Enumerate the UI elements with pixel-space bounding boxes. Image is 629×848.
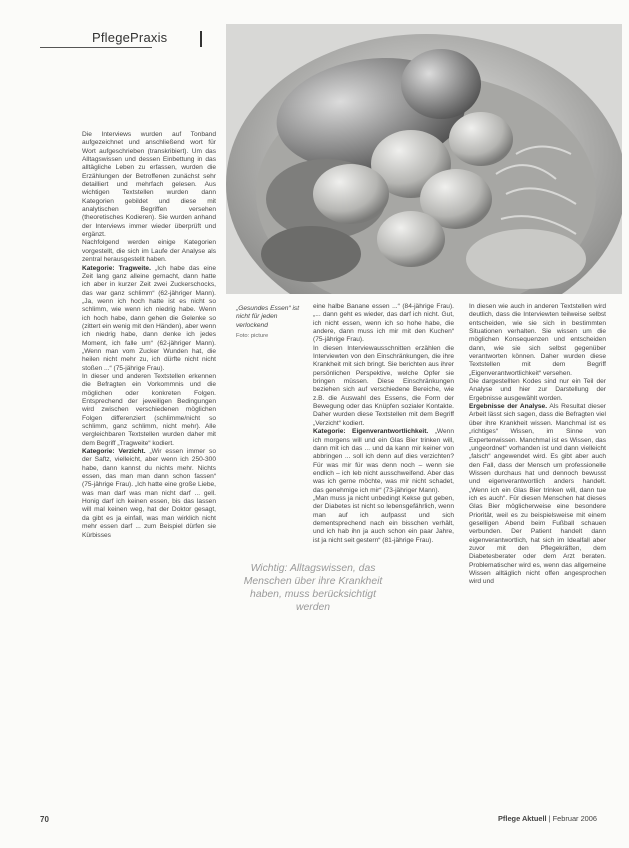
section-title: PflegePraxis xyxy=(92,30,168,45)
paragraph: Kategorie: Eigenverantwortlichkeit. „Wenn ich morgens will und ein Glas Bier trinken will, dann mit ich das ... und da kann mir keiner von abbringen ... soll ich denn auf dies verzichten? Für was mir für was denn noch – wenn sie endlich – ich leb nicht ausschweifend. Aber das was ich gerne möchte, was mir nicht schadet, das genehmige ich mir“ (73-jähriger Mann). xyxy=(313,428,455,494)
paragraph: eine halbe Banane essen ...“ (84-jährige Frau). „... dann geht es wieder, das darf ich nicht. Gut, ich nicht essen, wenn ich so hohe habe, die andere, dann muss ich mir mit den Kuchen“ (75-jährige Frau). xyxy=(313,303,454,344)
journal-footer xyxy=(498,814,597,823)
photo-caption xyxy=(236,305,302,340)
paragraph: Kategorie: Tragweite. „Ich habe das eine Zeit lang ganz alleine gemacht, dann hatte ich aber in kurzer Zeit zwei Zuckerschocks, das war ganz schlimm“ (62-jähriger Mann). „Ja, wenn ich hoch hatte ist es nicht so schlimm, wie wenn ich niedrig habe. Wenn ich hoch habe, dann gehen die Gelenke so (zittert ein wenig mit den Händen), aber wenn ich niedrig habe, dann denke ich jedes Moment, ich falle um“ (62-jähriger Mann). „Wenn man vom Zucker Wunden hat, die heilen nicht mehr zu, ich dürfte nicht nicht stoßen ...“ (75-jährige Frau). xyxy=(82,264,216,372)
photo-credit: Foto: picture xyxy=(236,332,269,339)
column-3 xyxy=(469,303,606,587)
paragraph: Nachfolgend werden einige Kategorien vorgestellt, die sich im Laufe der Analyse als zentral herausgestellt haben. xyxy=(82,239,216,264)
page-number: 70 xyxy=(40,815,49,824)
caption-text: „Gesundes Essen“ ist nicht für jeden verlockend xyxy=(236,305,300,329)
column-2 xyxy=(313,303,454,545)
paragraph: In dieser und anderen Textstellen erkennen die Befragten ein Vorkommnis und die möglichen oder konkreten Folgen. Entsprechend der jeweiligen Bedingungen wird zwischen verschiedenen möglichen Folgen differenziert (schlimme/nicht so schlimm, ganz schlimm, nicht mehr). Alle vergleichbaren Textstellen wurden daher mit dem Begriff „Tragweite“ kodiert. xyxy=(82,372,216,447)
paragraph: In diesen Interviewausschnitten erzählen die Interviewten von den Einschränkungen, die ihre Krankheit mit sich bringt. Sie berichten aus ihrer persönlichen Perspektive, welche Opfer sie bringen müssen. Diese Einschränkungen beziehen sich auf verschiedene Bereiche, wie z.B. die Auswahl des Essens, die Form der Bewegung oder das Knüpfen sozialer Kontakte. Daher wurden diese Textstellen mit dem Begriff „Verzicht“ kodiert. xyxy=(313,344,454,427)
paragraph: Ergebnisse der Analyse. Als Resultat dieser Arbeit lässt sich sagen, dass die Befragten viel über ihre Krankheit wissen. Manchmal ist es „richtiges“ Wissen, im Sinne von Expertenwissen. Manchmal ist es Wissen, das „ungeordnet“ vorhanden ist und dann vielleicht „falsch“ angewendet wird. Es gibt aber auch den Fall, dass der Mensch um professionelle Wissen durchaus hat und dennoch bewusst und eigenverantwortlich anders handelt. „Wenn ich ein Glas Bier trinken will, dann tue ich es auch“. Für diesen Menschen hat dieses Glas Bier möglicherweise eine besondere Priorität, weil es zu beispielsweise mit einem geselligen Abend beim Fußball schauen verbunden. Der Patient handelt dann eigenverantwortlich, hat sich im Idealfall aber zuvor mit den Pflegekräften, dem Diabetesberater oder dem Arzt beraten. Problematischer wird es, wenn das allgemeine Wissen alltäglich nicht offen angesprochen wird und xyxy=(469,403,606,586)
page-header xyxy=(40,28,210,50)
column-1 xyxy=(82,131,216,540)
pull-quote: Wichtig: Alltagswissen, das Menschen über ihre Krankheit haben, muss berücksichtigt werden xyxy=(243,563,383,613)
header-bar xyxy=(200,31,202,47)
journal-name: Pflege Aktuell xyxy=(498,814,547,823)
food-photo xyxy=(226,24,622,294)
header-rule xyxy=(40,47,152,48)
journal-issue: | Februar 2006 xyxy=(548,814,598,823)
paragraph: „Man muss ja nicht unbedingt Kekse gut geben, der Diabetes ist nicht so lebensgefährlich, wenn man auf ich aufpasst und sich dementsprechend nach ein bisschen verhält, und ich hab ihn ja auch schon ein paar Jahre, ist ja nicht seit gestern“ (81-jährige Frau). xyxy=(313,494,454,544)
paragraph: In diesen wie auch in anderen Textstellen wird deutlich, dass die Interviewten teilweise selbst entscheiden, wie sie sich in bestimmten Situationen verhalten. Sie wissen um die möglichen Konsequenzen und entscheiden dann, wie sie sich selbst gegenüber verantworten können. Daher wurden diese Textstellen mit dem Begriff „Eigenverantwortlichkeit“ versehen. xyxy=(469,303,606,377)
paragraph: Kategorie: Verzicht. „Wir essen immer so der Saftz, vielleicht, aber wenn ich 250-300 habe, dann kannst du nichts mehr. Nichts essen, das man man dann schon fassen“ (75-jährige Frau). „Ich hatte eine große Liebe, was man darf was man nicht darf ... gell. Honig darf ich keinen essen, bis das lassen will mal keinen weg, hat der Doktor gesagt, da gibt es ja einfall, was man wirklich nicht mehr essen darf ... zum Beispiel dürfen sie Kürbisses xyxy=(82,448,216,539)
category-heading: Kategorie: Tragweite. xyxy=(82,264,151,272)
paragraph: Die Interviews wurden auf Tonband aufgezeichnet und anschließend wort für Wort aufgeschrieben (transkribiert). Um das Alltagswissen und dessen Einbettung in das alltägliche Leben zu erfassen, wurden die Erzählungen der Betroffenen zunächst sehr detailliert und mehrfach gelesen. Aus wichtigen Textstellen wurden dann Kategorien gebildet und diese mit analytischen Begriffen versehen (theoretisches Kodieren). Sie wurden anhand der Interviews immer wieder überprüft und ergänzt. xyxy=(82,131,216,239)
category-heading: Kategorie: Eigenverantwortlichkeit. xyxy=(313,428,429,436)
category-heading: Ergebnisse der Analyse. xyxy=(469,403,548,411)
photo-illustration xyxy=(226,24,622,294)
paragraph: Die dargestellten Kodes sind nur ein Teil der Analyse und hier zur Darstellung der Ergebnisse ausgewählt worden. xyxy=(469,378,606,402)
category-heading: Kategorie: Verzicht. xyxy=(82,448,146,456)
